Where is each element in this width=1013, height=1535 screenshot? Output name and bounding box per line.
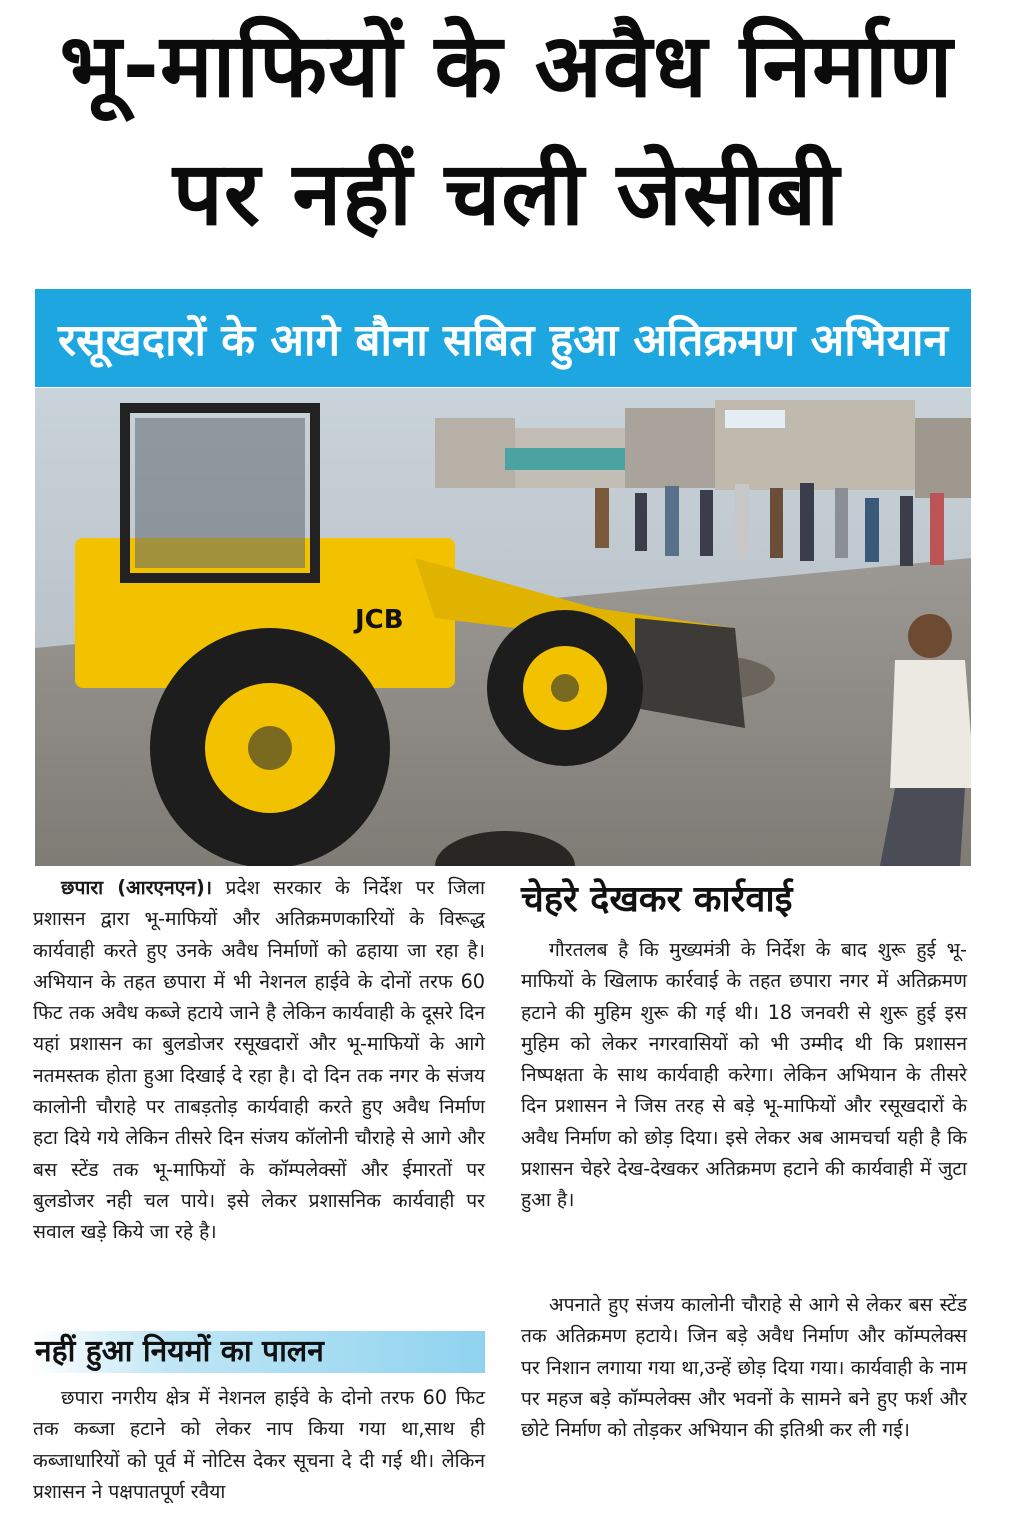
continuation-paragraph: अपनाते हुए संजय कालोनी चौराहे से आगे से लेकर बस स्टेंड तक अतिक्रमण हटाये। जिन बड़े अवैध निर्माण और कॉम्पलेक्स पर निशान लगाया गया था,उन्हें छोड़ दिया गया। कार्यवाही के नाम पर महज बड़े कॉम्पलेक्स और भवनों के सामने बने हुए फर्श और छोटे निर्माण को तोड़कर अभियान की इतिश्री कर ली गई। [521, 1293, 967, 1442]
subheadline-banner [35, 289, 971, 387]
article-column-right-lower [521, 1289, 967, 1445]
section1-paragraph: छपारा नगरीय क्षेत्र में नेशनल हाईवे के दोनो तरफ 60 फिट तक कब्जा हटाने को लेकर नाप किया गया था,साथ ही कब्जाधारियों को पूर्व में नोटिस देकर सूचना दे दी गई थी। लेकिन प्रशासन ने पक्षपातपूर्ण रवैया [33, 1386, 485, 1503]
section-heading-rules: नहीं हुआ नियमों का पालन [33, 1331, 485, 1373]
article-column-right [521, 934, 967, 1216]
lead-text: प्रदेश सरकार के निर्देश पर जिला प्रशासन द्वारा भू-माफियों और अतिक्रमणकारियों के विरूद्ध कार्यवाही करते हुए उनके अवैध निर्माणों को ढहाया जा रहा है। अभियान के तहत छपारा में भी नेशनल हाईवे के दोनों तरफ 60 फिट तक अवैध कब्जे हटाये जाने है लेकिन कार्यवाही के दूसरे दिन यहां प्रशासन का बुलडोजर रसूखदारों और भू-माफियों के आगे नतमस्तक होता हुआ दिखाई दे रहा है। दो दिन तक नगर के संजय कालोनी चौराहे पर ताबड़तोड़ कार्यवाही करते हुए अवैध निर्माण हटा दिये गये लेकिन तीसरे दिन संजय कॉलोनी चौराहे से आगे और बस स्टेंड तक भू-माफियों के कॉम्पलेक्सों और ईमारतों पर बुलडोजर नही चल पाये। इसे लेकर प्रशासनिक कार्यवाही पर सवाल खड़े किये जा रहे है। [33, 876, 485, 1244]
section2-paragraph: गौरतलब है कि मुख्यमंत्री के निर्देश के बाद शुरू हुई भू-माफियों के खिलाफ कार्रवाई के तहत छपारा नगर में अतिक्रमण हटाने की मुहिम शुरू की गई थी। 18 जनवरी से शुरू हुई इस मुहिम को लेकर नगरवासियों को भी उम्मीद थी कि प्रशासन निष्पक्षता के साथ कार्यवाही करेगा। लेकिन अभियान के तीसरे दिन प्रशासन ने जिस तरह से बड़े भू-माफियों और रसूखदारों के अवैध निर्माण को छोड़ दिया। इसे लेकर अब आमचर्चा यही है कि प्रशासन चेहरे देख-देखकर अतिक्रमण हटाने की कार्यवाही में जुटा हुआ है। [521, 938, 967, 1212]
jcb-front-wheel [487, 610, 643, 766]
jcb-brand-label: JCB [355, 605, 404, 635]
article-column-left [33, 872, 485, 1248]
jcb-rear-wheel [150, 628, 390, 866]
dateline: छपारा (आरएनएन)। [61, 876, 212, 899]
headline-line-2: पर नहीं चली जेसीबी [172, 142, 841, 245]
photo-illustration [35, 388, 971, 866]
headline-line-1: भू-माफियों के अवैध निर्माण [59, 14, 954, 117]
news-photo [35, 388, 971, 866]
section-heading-faces: चेहरे देखकर कार्रवाई [521, 879, 793, 920]
article-column-left-lower [33, 1382, 485, 1507]
lead-paragraph [33, 872, 485, 1248]
subheadline-text: रसूखदारों के आगे बौना सबित हुआ अतिक्रमण अभियान [58, 315, 948, 366]
